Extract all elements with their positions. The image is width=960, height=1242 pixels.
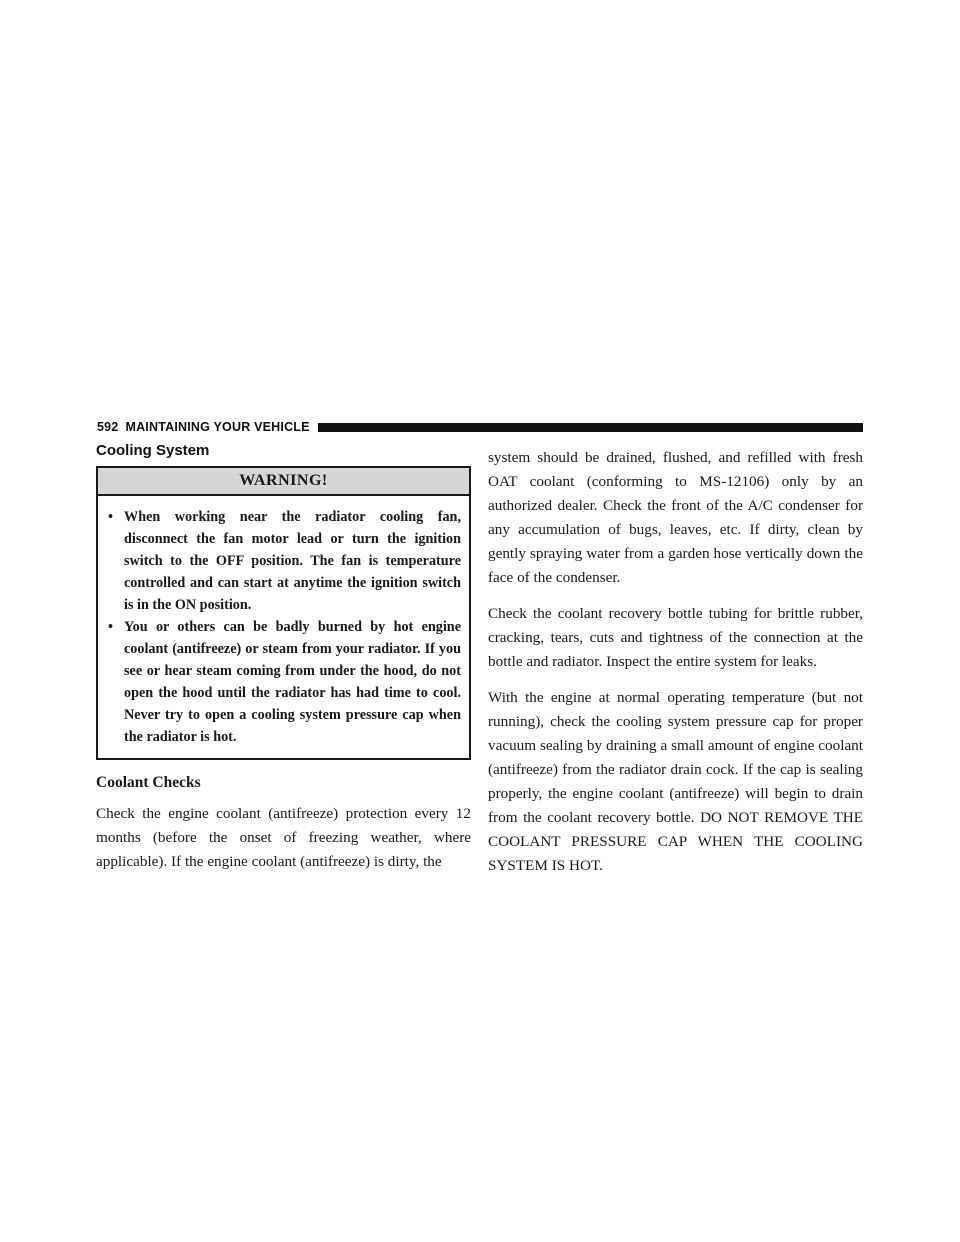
right-column	[488, 446, 863, 890]
coolant-checks-heading: Coolant Checks	[96, 774, 201, 791]
section-title: Cooling System	[96, 442, 210, 459]
warning-list	[98, 496, 469, 758]
body-paragraph: Check the engine coolant (antifreeze) protection every 12 months (before the onset of freezing weather, where applicable). If the engine coolant (antifreeze) is dirty, the	[96, 805, 471, 870]
warning-item	[106, 616, 461, 748]
warning-box	[96, 466, 471, 760]
running-header	[97, 418, 863, 436]
body-paragraph: Check the coolant recovery bottle tubing for brittle rubber, cracking, tears, cuts and tightness of the connection at the bottle and radiator. Inspect the entire system for leaks.	[488, 605, 863, 670]
left-column	[96, 442, 471, 886]
warning-item-text: You or others can be badly burned by hot engine coolant (antifreeze) or steam from your radiator. If you see or hear steam coming from under the hood, do not open the hood until the radiator has had time to cool. Never try to open a cooling system pressure cap when the radiator is hot.	[124, 619, 461, 745]
warning-item	[106, 506, 461, 616]
warning-title: WARNING!	[98, 468, 469, 496]
bullet-icon: •	[108, 509, 113, 525]
section-name: MAINTAINING YOUR VEHICLE	[125, 420, 310, 434]
body-paragraph: system should be drained, flushed, and refilled with fresh OAT coolant (conforming to MS-12106) only by an authorized dealer. Check the front of the A/C condenser for any accumulation of bugs, leaves, etc. If dirty, clean by gently spraying water from a garden hose vertically down the face of the condenser.	[488, 449, 863, 586]
header-rule	[318, 423, 863, 432]
body-paragraph: With the engine at normal operating temperature (but not running), check the cooling system pressure cap for proper vacuum sealing by draining a small amount of engine coolant (antifreeze) from the radiator drain cock. If the cap is sealing properly, the engine coolant (antifreeze) will begin to drain from the coolant recovery bottle. DO NOT REMOVE THE COOLANT PRESSURE CAP WHEN THE COOLING SYSTEM IS HOT.	[488, 689, 863, 874]
bullet-icon: •	[108, 619, 113, 635]
warning-item-text: When working near the radiator cooling fan, disconnect the fan motor lead or turn the ignition switch to the OFF position. The fan is temperature controlled and can start at anytime the ignition switch is in the ON position.	[124, 509, 461, 613]
page-number: 592	[97, 420, 119, 434]
